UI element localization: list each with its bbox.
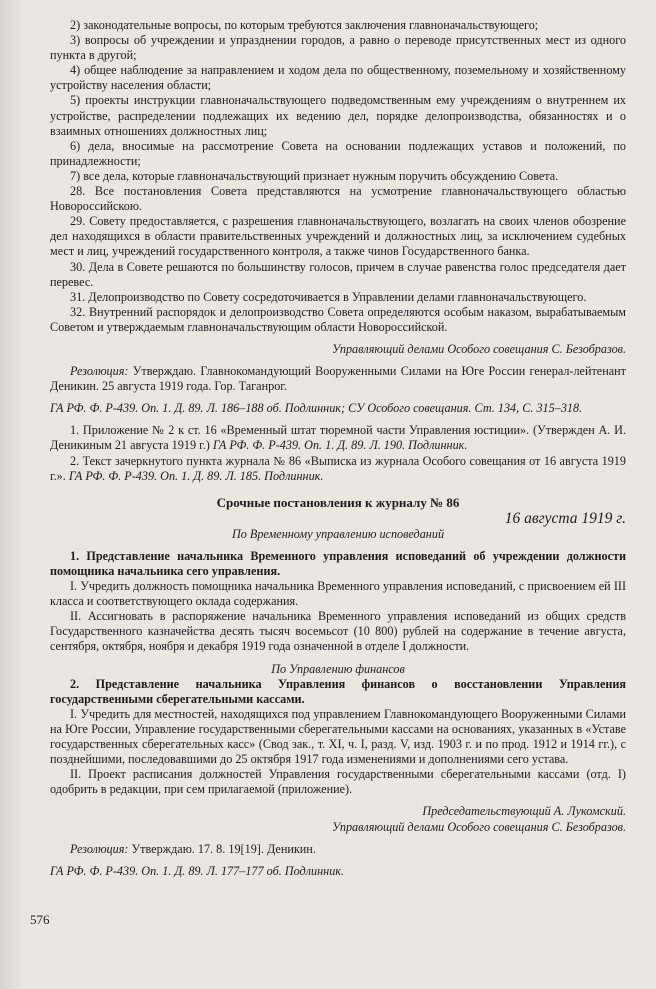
- spacer: [50, 484, 626, 495]
- resolution-text: Утверждаю. 17. 8. 19[19]. Деникин.: [131, 841, 316, 856]
- article-31: 31. Делопроизводство по Совету сосредоточивается в Управлении делами главноначальствующего.: [70, 289, 587, 304]
- list-item: 6) дела, вносимые на рассмотрение Совета на основании подлежащих уставов и положений, по принадлежности;: [50, 138, 626, 168]
- resolution-label: Резолюция:: [70, 364, 129, 379]
- note-2: [50, 454, 626, 484]
- list-item: 7) все дела, которые главноначальствующий признает нужным поручить обсуждению Совета.: [70, 168, 559, 183]
- spacer: [50, 335, 626, 342]
- article-30: 30. Дела в Совете решаются по большинству голосов, причем в случае равенства голос председателя дает перевес.: [50, 259, 626, 289]
- resolution-item: I. Учредить для местностей, находящихся под управлением Главнокомандующего Вооруженными Силами на Юге России, Управление государственными сберегательными кассами на основаниях, указанных в «Уставе государственных сберегательных касс» (Свод зак., т. XI, ч. I, разд. V, изд. 1903 г. и по прод. 1912 и 1914 гг.), с позднейшими, последовавшими до 25 октября 1917 года изменениями и дополнениями сего устава.: [50, 706, 626, 767]
- article-28: 28. Все постановления Совета представляются на усмотрение главноначальствующего областью Новороссийскою.: [50, 184, 626, 214]
- resolution-item: I. Учредить должность помощника начальника Временного управления исповеданий, с присвоением ей III класса и соответствующего оклада содержания.: [50, 579, 626, 609]
- spacer: [50, 416, 626, 423]
- article-29: 29. Совету предоставляется, с разрешения главноначальствующего, возлагать на своих членов обозрение дел находящихся в области правительственных учреждений и должностных лиц, за исключением судебных мест и лиц, учреждений государственного контроля, а также чинов Государственного банка.: [50, 214, 626, 259]
- section-heading: Срочные постановления к журналу № 86: [216, 494, 460, 510]
- article-32: 32. Внутренний распорядок и делопроизводство Совета определяются особым наказом, вырабатываемым Советом и утверждаемым главноначальствующим области Новороссийской.: [50, 304, 626, 334]
- spacer: [50, 357, 626, 364]
- note-source: ГА РФ. Ф. Р-439. Оп. 1. Д. 89. Л. 190. Подлинник.: [212, 438, 468, 453]
- page-number: 576: [30, 912, 50, 927]
- archive-source: ГА РФ. Ф. Р-439. Оп. 1. Д. 89. Л. 186–188 об. Подлинник; СУ Особого совещания. Ст. 134, С. 315–318.: [50, 401, 583, 416]
- archive-source: ГА РФ. Ф. Р-439. Оп. 1. Д. 89. Л. 177–177 об. Подлинник.: [50, 863, 345, 878]
- section-title: По Управлению финансов: [271, 661, 405, 676]
- spacer: [50, 655, 626, 662]
- note-text: 1. Приложение № 2 к ст. 16 «Временный штат тюремной части Управления юстиции». (Утвержден А. И. Деникиным 21 августа 1919 г.): [50, 423, 626, 453]
- signature-bezobrazov: Управляющий делами Особого совещания С. Безобразов.: [331, 341, 626, 356]
- resolution-label: Резолюция:: [70, 841, 129, 856]
- resolution-heading: 2. Представление начальника Управления финансов о восстановлении Управления государственными сберегательными кассами.: [50, 676, 626, 706]
- spacer: [50, 542, 626, 549]
- spacer: [50, 857, 626, 864]
- note-source: ГА РФ. Ф. Р-439. Оп. 1. Д. 89. Л. 185. Подлинник.: [68, 468, 324, 483]
- spacer: [50, 394, 626, 401]
- resolution-2: [50, 842, 626, 857]
- note-text: 2. Текст зачеркнутого пункта журнала № 86 «Выписка из журнала Особого совещания от 16 августа 1919 г.».: [50, 453, 626, 483]
- list-item: 5) проекты инструкции главноначальствующего подведомственным ему учреждениям о внутреннем их устройстве, распределении подлежащих их ведению дел, порядке делопроизводства, обязанностях и о взаимных отношениях должностных лиц;: [50, 93, 626, 138]
- list-item: 4) общее наблюдение за направлением и ходом дела по общественному, поземельному и хозяйственному устройству населения области;: [50, 63, 626, 93]
- resolution-item: II. Проект расписания должностей Управления государственными сберегательными кассами (отд. I) одобрить в редакции, при сем прилагаемой (приложение).: [50, 767, 626, 797]
- note-1: [50, 423, 626, 453]
- resolution-item: II. Ассигновать в распоряжение начальника Временного управления исповеданий из общих средств Государственного казначейства десять тысяч восемьсот (10 800) рублей на содержание в течение августа, сентября, октября, ноября и декабря 1919 года означенной в отделе I должности.: [50, 609, 626, 654]
- signature-lukomsky: Председательствующий А. Лукомский.: [422, 804, 626, 819]
- document-date: 16 августа 1919 г.: [504, 509, 626, 527]
- list-item: 2) законодательные вопросы, по которым требуются заключения главноначальствующего;: [70, 18, 539, 32]
- resolution-1: [50, 364, 626, 394]
- section-title: По Временному управлению исповеданий: [231, 526, 445, 541]
- resolution-text: Утверждаю. Главнокомандующий Вооруженными Силами на Юге России генерал-лейтенант Деникин. 25 августа 1919 года. Гор. Таганрог.: [50, 364, 627, 394]
- resolution-heading: 1. Представление начальника Временного управления исповеданий об учреждении должности помощника начальника сего управления.: [50, 548, 626, 578]
- spacer: [50, 835, 626, 842]
- signature-bezobrazov: Управляющий делами Особого совещания С. Безобразов.: [331, 819, 626, 834]
- page-edge-shadow: [0, 0, 26, 989]
- spacer: [50, 797, 626, 804]
- list-item: 3) вопросы об учреждении и упразднении городов, а равно о переводе присутственных мест из одного пункта в другой;: [50, 33, 626, 63]
